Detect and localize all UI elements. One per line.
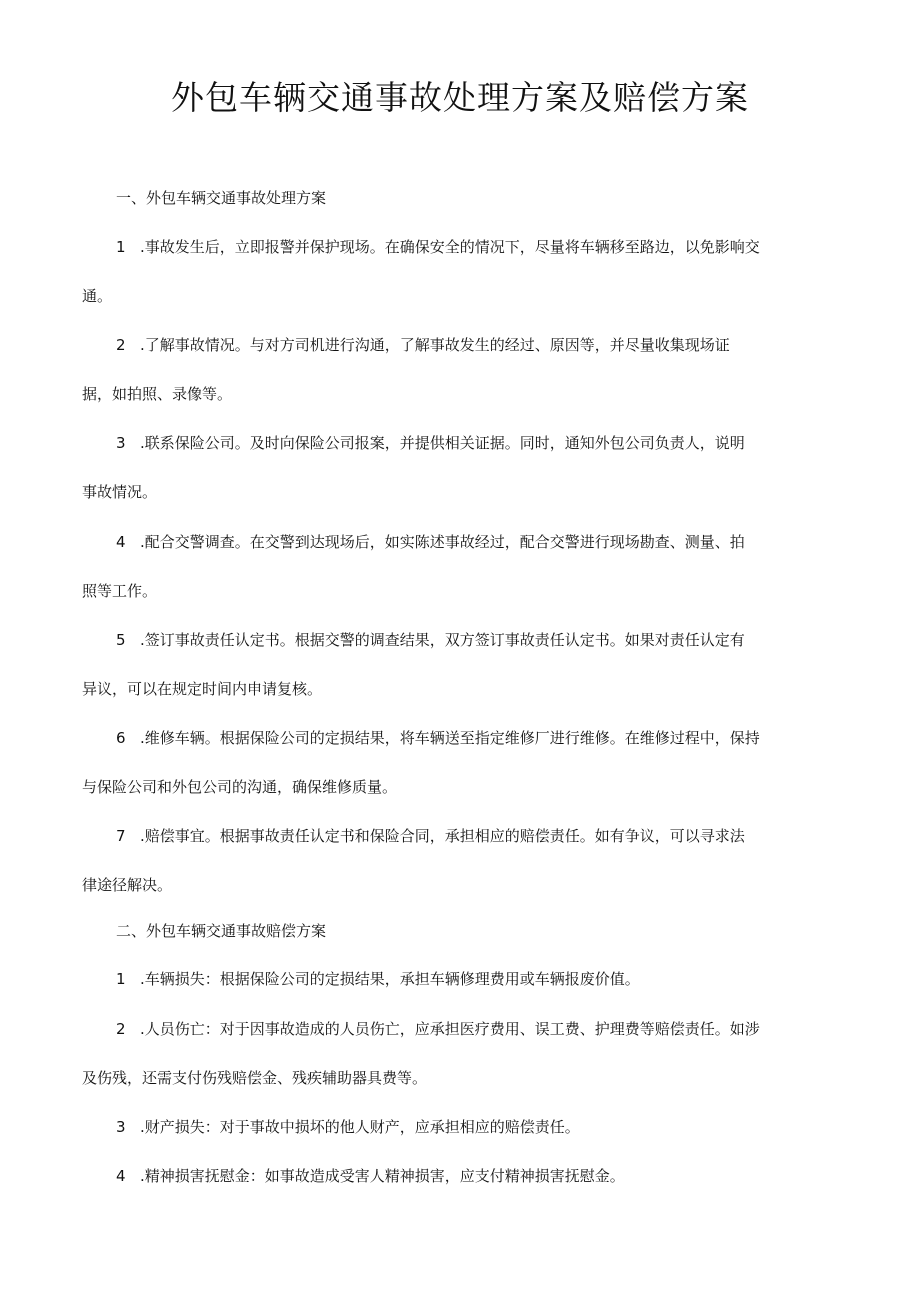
item-text: .车辆损失：根据保险公司的定损结果，承担车辆修理费用或车辆报废价值。 — [140, 970, 640, 988]
item-text: .精神损害抚慰金：如事故造成受害人精神损害，应支付精神损害抚慰金。 — [140, 1167, 625, 1185]
section-heading-compensation: 二、外包车辆交通事故赔偿方案 — [116, 922, 327, 940]
item-number: 1 — [116, 238, 126, 256]
item-text-continued: 异议，可以在规定时间内申请复核。 — [82, 680, 323, 698]
compensation-item-2 — [82, 1018, 842, 1089]
item-text-continued: 律途径解决。 — [82, 876, 173, 894]
handling-item-6 — [82, 727, 842, 798]
compensation-item-1 — [82, 968, 842, 990]
compensation-item-3 — [82, 1116, 842, 1138]
document-title: 外包车辆交通事故处理方案及赔偿方案 — [171, 78, 749, 117]
item-number: 2 — [116, 336, 126, 354]
handling-item-5 — [82, 629, 842, 700]
section-heading-handling: 一、外包车辆交通事故处理方案 — [116, 189, 327, 207]
handling-item-2 — [82, 334, 842, 405]
item-number: 2 — [116, 1020, 126, 1038]
item-number: 3 — [116, 434, 126, 452]
handling-item-1 — [82, 236, 842, 307]
compensation-item-4 — [82, 1165, 842, 1187]
item-text-continued: 及伤残，还需支付伤残赔偿金、残疾辅助器具费等。 — [82, 1069, 428, 1087]
handling-item-7 — [82, 825, 842, 896]
item-number: 5 — [116, 631, 126, 649]
item-text: .签订事故责任认定书。根据交警的调查结果，双方签订事故责任认定书。如果对责任认定有 — [140, 631, 745, 649]
item-number: 1 — [116, 970, 126, 988]
item-text: .联系保险公司。及时向保险公司报案，并提供相关证据。同时，通知外包公司负责人，说明 — [140, 434, 745, 452]
item-text-continued: 与保险公司和外包公司的沟通，确保维修质量。 — [82, 778, 398, 796]
item-number: 3 — [116, 1118, 126, 1136]
item-number: 6 — [116, 729, 126, 747]
item-number: 7 — [116, 827, 126, 845]
item-text: .赔偿事宜。根据事故责任认定书和保险合同，承担相应的赔偿责任。如有争议，可以寻求法 — [140, 827, 745, 845]
item-number: 4 — [116, 533, 126, 551]
item-text-continued: 事故情况。 — [82, 483, 158, 501]
item-text: .事故发生后，立即报警并保护现场。在确保安全的情况下，尽量将车辆移至路边，以免影响交 — [140, 238, 760, 256]
item-number: 4 — [116, 1167, 126, 1185]
handling-item-4 — [82, 531, 842, 602]
handling-item-3 — [82, 432, 842, 503]
item-text-continued: 照等工作。 — [82, 582, 158, 600]
item-text-continued: 据，如拍照、录像等。 — [82, 385, 233, 403]
item-text: .维修车辆。根据保险公司的定损结果，将车辆送至指定维修厂进行维修。在维修过程中，保持 — [140, 729, 760, 747]
item-text: .财产损失：对于事故中损坏的他人财产，应承担相应的赔偿责任。 — [140, 1118, 580, 1136]
item-text-continued: 通。 — [82, 287, 113, 305]
item-text: .人员伤亡：对于因事故造成的人员伤亡，应承担医疗费用、误工费、护理费等赔偿责任。如涉 — [140, 1020, 760, 1038]
item-text: .了解事故情况。与对方司机进行沟通，了解事故发生的经过、原因等，并尽量收集现场证 — [140, 336, 730, 354]
item-text: .配合交警调查。在交警到达现场后，如实陈述事故经过，配合交警进行现场勘查、测量、拍 — [140, 533, 745, 551]
